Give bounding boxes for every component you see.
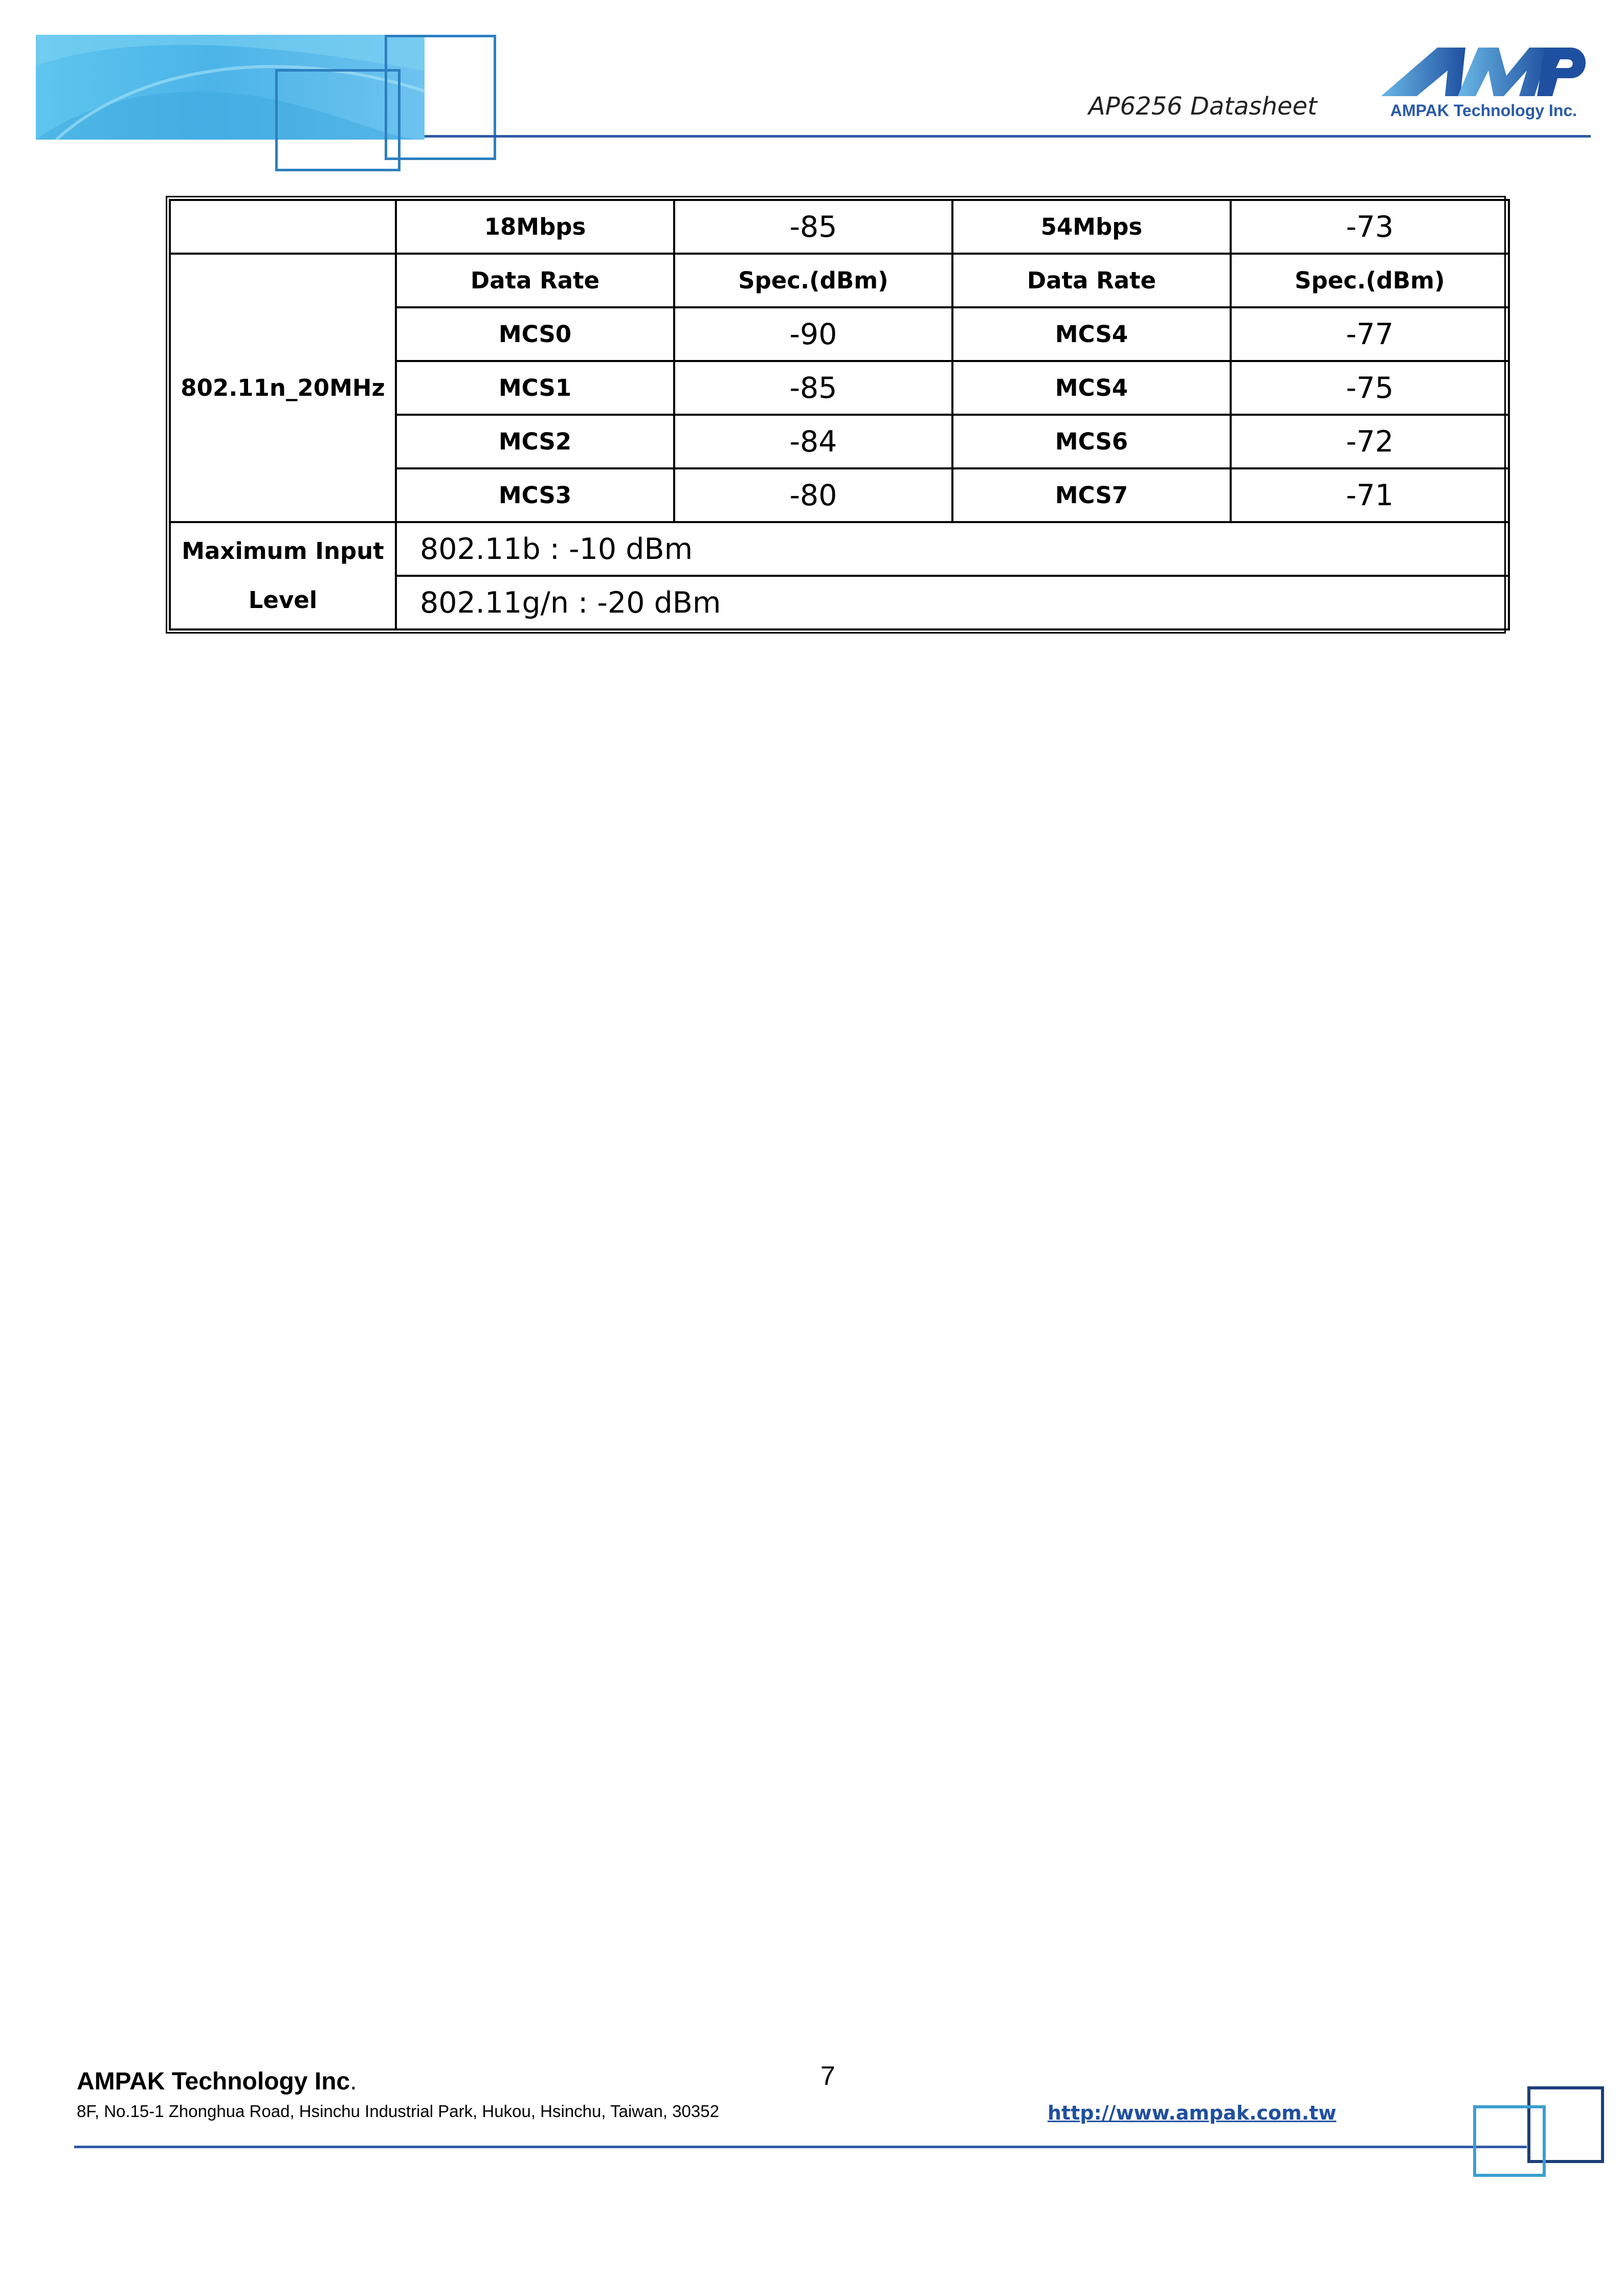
spec-value-cell: -71 — [1231, 468, 1509, 522]
max-input-label-cell — [170, 522, 396, 629]
data-rate-cell: MCS1 — [396, 361, 674, 415]
empty-cell — [170, 200, 396, 254]
spec-value-cell: -72 — [1231, 415, 1509, 468]
spec-table — [169, 199, 1510, 631]
footer-website-link[interactable]: http://www.ampak.com.tw — [1048, 2102, 1337, 2124]
data-rate-cell: MCS7 — [952, 468, 1231, 522]
spec-value-cell: -73 — [1231, 200, 1509, 254]
spec-value-cell: -77 — [1231, 307, 1509, 361]
category-cell: 802.11n_20MHz — [170, 254, 396, 522]
max-input-value-cell: 802.11g/n : -20 dBm — [396, 576, 1509, 629]
column-header: Spec.(dBm) — [1231, 254, 1509, 307]
data-rate-cell: MCS2 — [396, 415, 674, 468]
spec-value-cell: -90 — [674, 307, 952, 361]
max-input-value-cell: 802.11b : -10 dBm — [396, 522, 1509, 576]
data-rate-cell: 18Mbps — [396, 200, 674, 254]
footer-rule — [74, 2146, 1527, 2148]
spec-value-cell: -75 — [1231, 361, 1509, 415]
footer-company-dot: . — [350, 2068, 357, 2095]
max-input-label-line: Level — [248, 587, 318, 614]
footer-address: 8F, No.15-1 Zhonghua Road, Hsinchu Industrial Park, Hukou, Hsinchu, Taiwan, 30352 — [77, 2102, 719, 2121]
data-rate-cell: MCS6 — [952, 415, 1231, 468]
data-rate-cell: MCS4 — [952, 307, 1231, 361]
header-square-outline — [385, 35, 496, 160]
spec-value-cell: -85 — [674, 361, 952, 415]
column-header: Data Rate — [952, 254, 1231, 307]
sensitivity-table — [166, 196, 1506, 634]
table-row — [170, 200, 1509, 254]
column-header: Data Rate — [396, 254, 674, 307]
document-title: AP6256 Datasheet — [1088, 92, 1317, 121]
footer-square-outline — [1473, 2105, 1546, 2177]
max-input-label-line: Maximum Input — [182, 537, 384, 565]
spec-value-cell: -80 — [674, 468, 952, 522]
data-rate-cell: 54Mbps — [952, 200, 1231, 254]
spec-value-cell: -84 — [674, 415, 952, 468]
table-row — [170, 522, 1509, 576]
logo-wordmark: AMPAK Technology Inc. — [1390, 101, 1577, 120]
column-header: Spec.(dBm) — [674, 254, 952, 307]
header-rule — [425, 135, 1591, 138]
footer-company-text: AMPAK Technology Inc — [77, 2068, 350, 2095]
spec-value-cell: -85 — [674, 200, 952, 254]
table-header-row — [170, 254, 1509, 307]
data-rate-cell: MCS0 — [396, 307, 674, 361]
data-rate-cell: MCS4 — [952, 361, 1231, 415]
data-rate-cell: MCS3 — [396, 468, 674, 522]
header-square-outline — [275, 69, 401, 171]
page-number: 7 — [820, 2061, 835, 2091]
footer-company-name — [77, 2067, 357, 2096]
